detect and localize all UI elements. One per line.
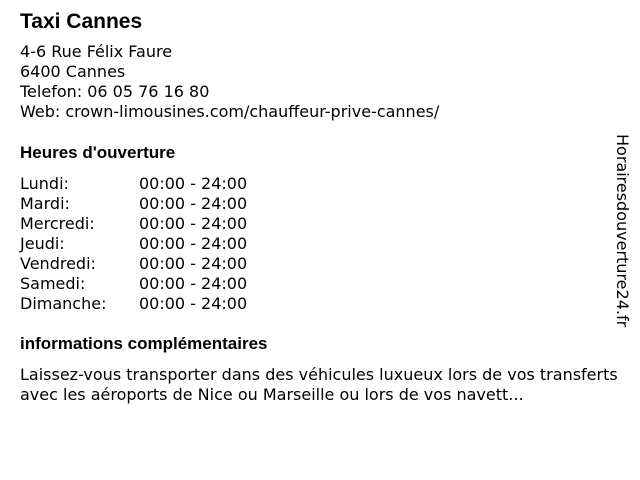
day-label: Samedi: (20, 274, 86, 293)
day-label: Dimanche: (20, 294, 107, 313)
time-range: 00:00 - 24:00 (139, 274, 248, 293)
time-range: 00:00 - 24:00 (139, 294, 248, 313)
time-range: 00:00 - 24:00 (139, 174, 248, 193)
phone-number[interactable]: Telefon: 06 05 76 16 80 (20, 82, 210, 101)
opening-hours-heading: Heures d'ouverture (20, 143, 176, 162)
time-range: 00:00 - 24:00 (139, 234, 248, 253)
time-range: 00:00 - 24:00 (139, 214, 248, 233)
hours-row-wednesday (20, 214, 620, 234)
website-link[interactable]: Web: crown-limousines.com/chauffeur-prive-cannes/ (20, 102, 440, 121)
day-label: Mercredi: (20, 214, 95, 233)
time-range: 00:00 - 24:00 (139, 254, 248, 273)
hours-row-thursday (20, 234, 620, 254)
additional-info-heading: informations complémentaires (20, 334, 268, 353)
business-card (20, 10, 620, 405)
time-range: 00:00 - 24:00 (139, 194, 248, 213)
day-label: Vendredi: (20, 254, 96, 273)
address-street: 4-6 Rue Félix Faure (20, 42, 173, 61)
hours-row-saturday (20, 274, 620, 294)
hours-row-monday (20, 174, 620, 194)
hours-row-tuesday (20, 194, 620, 214)
hours-row-friday (20, 254, 620, 274)
address-city: 6400 Cannes (20, 62, 126, 81)
opening-hours-list (20, 174, 620, 314)
day-label: Mardi: (20, 194, 70, 213)
business-name: Taxi Cannes (20, 10, 143, 33)
hours-row-sunday (20, 294, 620, 314)
day-label: Lundi: (20, 174, 69, 193)
site-watermark: Horairesdouverture24.fr (613, 134, 632, 328)
business-description: Laissez-vous transporter dans des véhicules luxueux lors de vos transferts avec les aéroports de Nice ou Marseille ou lors de vos navett... (20, 365, 618, 404)
day-label: Jeudi: (20, 234, 65, 253)
